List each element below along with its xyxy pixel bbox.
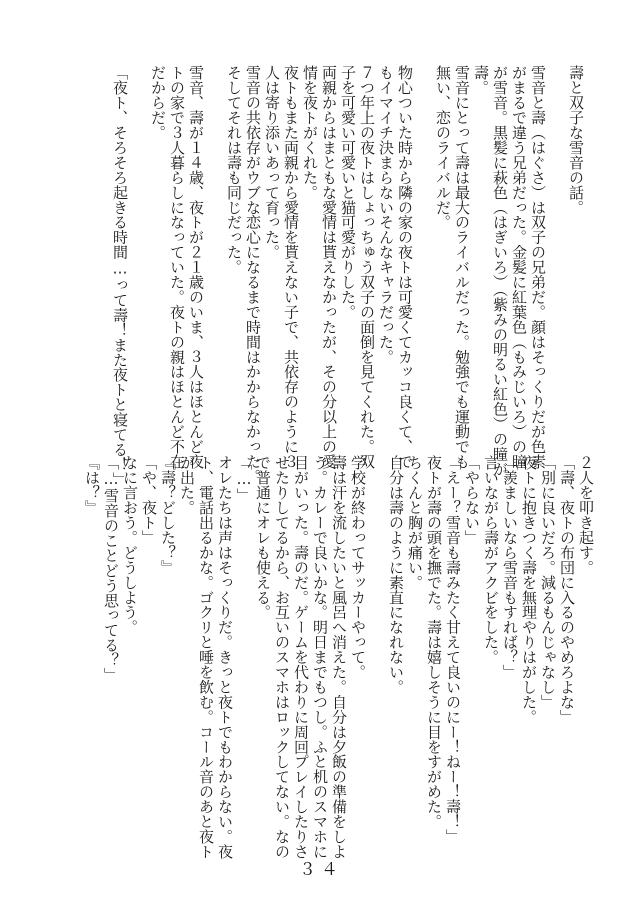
text-column: 無い、恋のライバルだ。	[434, 65, 452, 230]
text-column: 目がいった。壽のだ。ゲームを代わりに周回プレイしたりさ	[292, 455, 310, 859]
text-column: 雪音にとって壽は最大のライバルだった。勉強でも運動でも	[453, 65, 471, 469]
text-column: 「羨ましいなら雪音もすれば？」	[501, 455, 519, 680]
text-column: ちくんと胸が痛い。	[406, 455, 424, 590]
text-column	[414, 65, 433, 395]
text-column: 夜トもまた両親から愛情を貰えない子で、共依存のように３	[282, 65, 300, 469]
text-column: 自分は壽のように素直になれない。	[387, 455, 405, 695]
text-column: 夜トが壽の頭を撫でた。壽は嬉しそうに目をすがめた。	[425, 455, 443, 829]
text-column: 壽は汗を流したいと風呂へ消えた。自分は夕飯の準備をしよ	[330, 455, 348, 859]
text-column: 『壽？どした？』	[159, 455, 177, 575]
text-column: 両親からはまともな愛情は貰えなかったが、その分以上の愛	[320, 65, 338, 469]
text-column: 壽。	[472, 65, 490, 95]
text-column: 物心ついた時から隣の家の夜トは可愛くてカッコ良くて、で	[396, 65, 414, 469]
text-column: 「や、夜ト」	[140, 455, 158, 545]
text-column: 「壽、夜トの布団に入るのやめろよな」	[558, 455, 576, 725]
text-column: 「えー？雪音も壽みたく甘えて良いのにー！ねー！壽！」	[444, 455, 462, 844]
text-column: 子を可愛い可愛いと猫可愛がりした。	[339, 65, 357, 320]
text-column: 雪音の共依存がウブな恋心になるまで時間はかからなかった。	[244, 65, 262, 484]
page-number: ３４	[299, 860, 343, 880]
text-column: 夜トに抱きつく壽を無理やりはがした。	[520, 455, 538, 725]
text-column: ２人を叩き起す。	[577, 455, 595, 575]
text-column	[129, 65, 148, 395]
text-column: トの家で３人暮らしになっていた。夜トの親はほとんど不在	[168, 65, 186, 469]
text-column: 壽と双子な雪音の話。	[567, 65, 585, 215]
text-column: オレたちは声はそっくりだ。きっと夜トでもわからない。夜	[216, 455, 234, 859]
text-column: で普通にオレも使える。	[254, 455, 272, 620]
text-column: 「夜ト、そろそろ起きる時間…って壽！また夜トと寝てる！」	[111, 65, 129, 487]
text-column: 情を夜トがくれた。	[301, 65, 319, 200]
text-column: なに言おう。どうしよう。	[121, 455, 139, 635]
text-column: 『は？』	[83, 455, 101, 515]
text-column: せたりしてるから、お互いのスマホはロックしてない。なの	[273, 455, 291, 859]
text-column: 言いながら壽がアクビをした。	[482, 455, 500, 665]
text-column: ト、電話出るかな。ゴクリと唾を飲む。コール音のあと夜ト	[197, 455, 215, 859]
text-column: ７つ年上の夜トはしょっちゅう双子の面倒を見てくれた。双	[358, 65, 376, 469]
bottom-text-section	[83, 455, 595, 859]
text-column: がまるで違う兄弟だった。金髪に紅葉色（もみじいろ）の瞳	[510, 65, 528, 469]
text-column	[367, 455, 386, 840]
text-column: う。カレーで良いかな。明日までもつし。ふと机のスマホに	[311, 455, 329, 859]
text-column: が出た。	[178, 455, 196, 515]
text-column: だからだ。	[149, 65, 167, 140]
text-column: 「別に良いだろ。減るもんじゃなし」	[539, 455, 557, 710]
text-column: 「…」	[235, 455, 253, 503]
text-column	[547, 65, 566, 395]
text-column: 雪音、壽が１４歳、夜トが２１歳のいま、３人はほとんど夜	[187, 65, 205, 469]
text-column: そしてそれは壽も同じだった。	[225, 65, 243, 275]
text-column: 「やらない」	[463, 455, 481, 545]
text-column: 人は寄り添いあって育った。	[263, 65, 281, 260]
text-column: が雪音。黒髪に萩色（はぎいろ）（紫みの明るい紅色）の瞳が	[491, 65, 509, 477]
text-column: 雪音と壽（はぐさ）は双子の兄弟だ。顔はそっくりだが色素	[529, 65, 547, 469]
text-column: 「…雪音のことどう思ってる？」	[102, 455, 120, 683]
text-column	[205, 65, 224, 395]
text-column: 学校が終わってサッカーやって。	[349, 455, 367, 680]
text-column: もイマイチ決まらないそんなキャラだった。	[377, 65, 395, 365]
